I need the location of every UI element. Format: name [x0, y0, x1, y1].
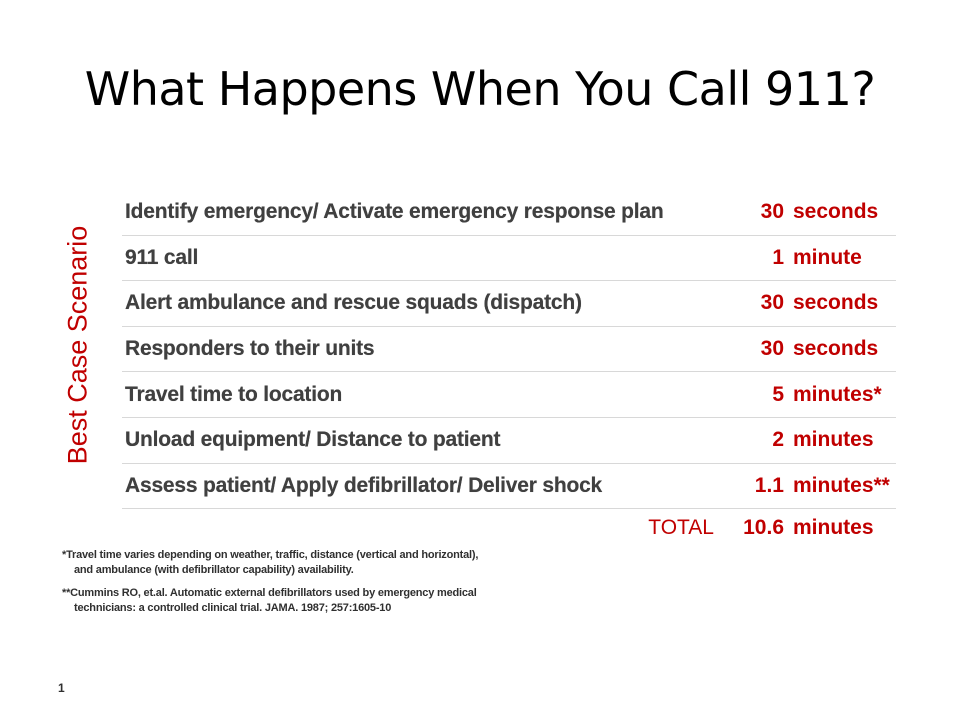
total-label: TOTAL	[648, 516, 714, 539]
table-row	[122, 281, 896, 327]
time-unit: seconds	[793, 200, 879, 224]
total-row	[122, 510, 896, 546]
table-row	[122, 327, 896, 373]
time-value: 1.1	[754, 473, 784, 497]
footnote-citation	[62, 586, 477, 616]
step-label: Responders to their units	[125, 337, 375, 361]
step-label: 911 call	[125, 245, 199, 269]
footnote-travel	[62, 548, 478, 578]
step-label: Assess patient/ Apply defibrillator/ Deliver shock	[125, 473, 603, 497]
time-value: 1	[772, 245, 784, 269]
footnote-line: **Cummins RO, et.al. Automatic external defibrillators used by emergency medical	[62, 587, 477, 599]
step-label: Unload equipment/ Distance to patient	[125, 428, 501, 452]
table-row	[122, 418, 896, 464]
table-row	[122, 236, 896, 282]
time-value: 30	[760, 337, 784, 361]
table-row	[122, 372, 896, 418]
footnote-line: *Travel time varies depending on weather, traffic, distance (vertical and horizontal),	[62, 549, 479, 561]
side-label: Best Case Scenario	[62, 225, 93, 465]
total-value: 10.6	[743, 516, 784, 539]
time-unit: minutes	[793, 428, 874, 452]
time-unit: minute	[793, 245, 862, 269]
time-unit: minutes*	[793, 382, 882, 406]
time-value: 5	[772, 382, 784, 406]
table-row	[122, 464, 896, 510]
timeline-table	[122, 190, 896, 509]
time-unit: seconds	[793, 291, 879, 315]
time-value: 2	[772, 428, 784, 452]
total-unit: minutes	[793, 516, 874, 539]
time-value: 30	[760, 291, 784, 315]
step-label: Identify emergency/ Activate emergency response plan	[125, 200, 664, 224]
slide-title: What Happens When You Call 911?	[84, 62, 876, 116]
step-label: Alert ambulance and rescue squads (dispatch)	[125, 291, 582, 315]
time-unit: minutes**	[793, 473, 890, 497]
time-value: 30	[760, 200, 784, 224]
footnote-line: and ambulance (with defibrillator capability) availability.	[74, 564, 354, 576]
time-unit: seconds	[793, 337, 879, 361]
page-number: 1	[58, 681, 65, 695]
table-row	[122, 190, 896, 236]
footnote-line: technicians: a controlled clinical trial. JAMA. 1987; 257:1605-10	[74, 602, 392, 614]
step-label: Travel time to location	[125, 382, 343, 406]
